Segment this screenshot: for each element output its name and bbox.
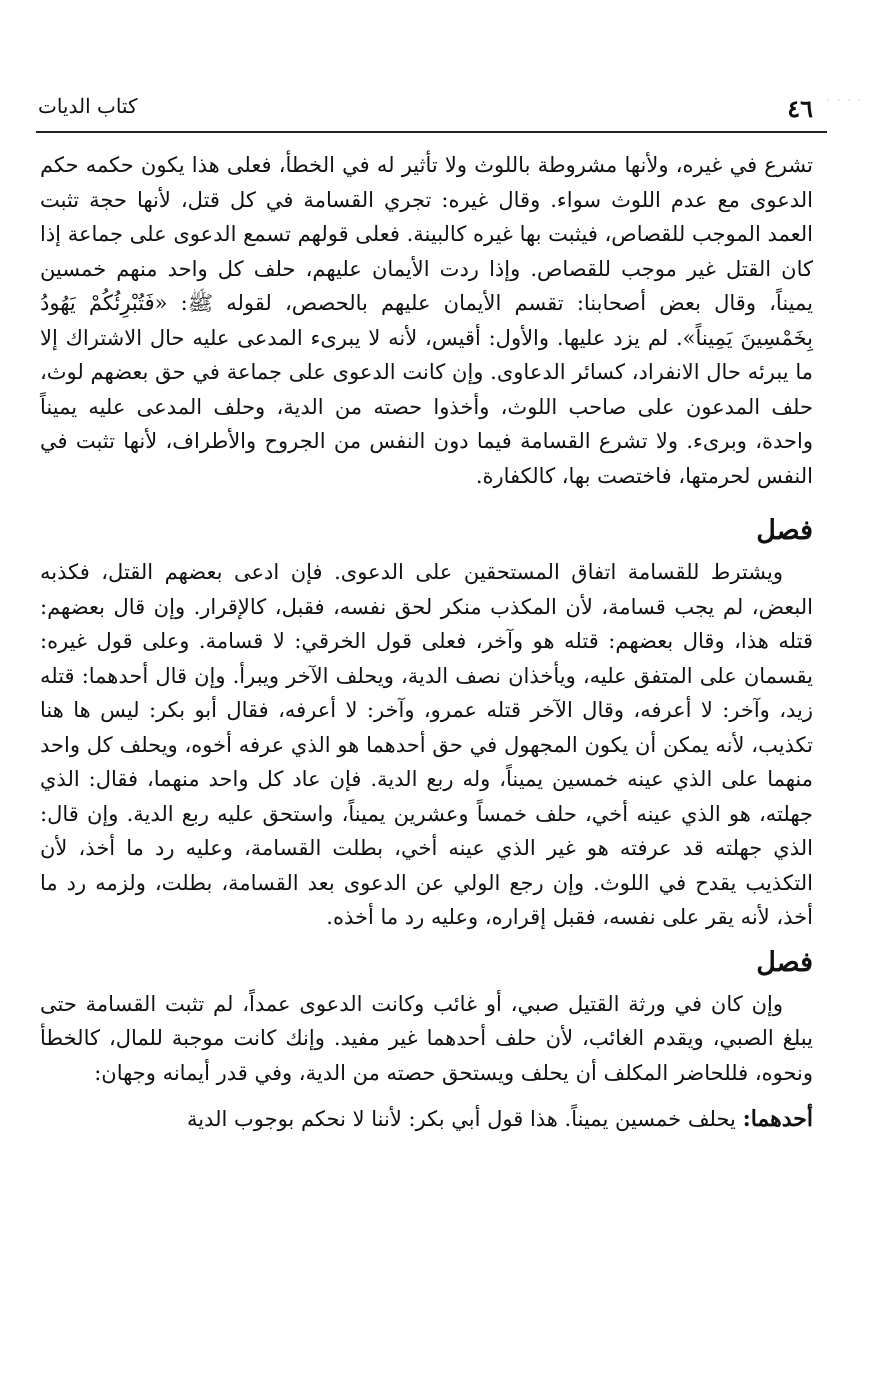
paragraph-fasl-2: وإن كان في ورثة القتيل صبي، أو غائب وكانت الدعوى عمداً، لم تثبت القسامة حتى يبلغ الصبي، ويقدم الغائب، لأن حلف أحدهما غير مفيد. وإنك كانت موجبة للمال، كالخطأ ونحوه، فللحاضر المكلف أن يحلف ويستحق حصته من الدية، وفي قدر أيمانه وجهان: [40, 991, 813, 1085]
first-view-label: أحدهما: [742, 1106, 813, 1132]
margin-mark: · · · · [826, 96, 863, 107]
book-title: كتاب الديات [38, 94, 138, 118]
section-heading-fasl-1: فصل [756, 515, 813, 546]
page-number: ٤٦ [787, 94, 813, 123]
running-header [38, 86, 813, 126]
section-heading-fasl-2: فصل [756, 946, 813, 978]
paragraph-intro: تشرع في غيره، ولأنها مشروطة باللوث ولا تأثير له في الخطأ، فعلى هذا يكون حكمه حكم الدعوى مع عدم اللوث سواء. وقال غيره: تجري القسامة في كل قتل، لأنها حجة تثبت العمد الموجب للقصاص، فيثبت بها غيره كالبينة. فعلى قولهم تسمع الدعوى على جماعة إذا كان القتل غير موجب للقصاص. وإذا ردت الأيمان عليهم، حلف كل واحد منهم خمسين يميناً، وقال بعض أصحابنا: تقسم الأيمان عليهم بالحصص، لقوله ﷺ: «فَتُبْرِئُكُمْ يَهُودُ بِخَمْسِينَ يَمِيناً». لم يزد عليها. والأول: أقيس، لأنه لا يبرىء المدعى عليه حال الاشتراك إلا ما يبرئه حال الانفراد، كسائر الدعاوى. وإن كانت الدعوى على جماعة في حق بعضهم لوث، حلف المدعون على صاحب اللوث، وأخذوا حصته من الدية، وحلف المدعى عليه يميناً واحدة، وبرىء. ولا تشرع القسامة فيما دون النفس من الجروح والأطراف، لأنها تثبت في النفس لحرمتها، فاختصت بها، كالكفارة. [40, 153, 813, 488]
paragraph-first-view [40, 1102, 813, 1137]
body-text [40, 148, 813, 1137]
header-divider [36, 131, 827, 133]
paragraph-fasl-1: ويشترط للقسامة اتفاق المستحقين على الدعوى. فإن ادعى بعضهم القتل، فكذبه البعض، لم يجب قسامة، لأن المكذب منكر لحق نفسه، فقبل، كالإقرار. وإن قال بعضهم: قتله هذا، وقال بعضهم: قتله هو وآخر، فعلى قول الخرقي: لا قسامة. وعلى قول غيره: يقسمان على المتفق عليه، ويأخذان نصف الدية، ويحلف الآخر ويبرأ. وإن قال أحدهما: قتله زيد، وآخر: لا أعرفه، وقال الآخر قتله عمرو، وآخر: لا أعرفه، فقال أبو بكر: ليس ها هنا تكذيب، لأنه يمكن أن يكون المجهول في حق أحدهما هو الذي عرفه أخوه، ويحلف كل واحد منهما على الذي عينه خمسين يميناً، وله ربع الدية. فإن عاد كل واحد منهما، فقال: الذي جهلته، هو الذي عينه أخي، حلف خمساً وعشرين يميناً، واستحق عليه ربع الدية. وإن قال: الذي جهلته قد عرفته هو غير الذي عينه أخي، بطلت القسامة، وعليه رد ما أخذ، لأن التكذيب يقدح في اللوث. وإن رجع الولي عن الدعوى بعد القسامة، بطلت، ولزمه رد ما أخذ، لأنه يقر على نفسه، فقبل إقراره، وعليه رد ما أخذه. [40, 560, 813, 929]
first-view-text: يحلف خمسين يميناً. هذا قول أبي بكر: لأننا لا نحكم بوجوب الدية [186, 1107, 743, 1131]
